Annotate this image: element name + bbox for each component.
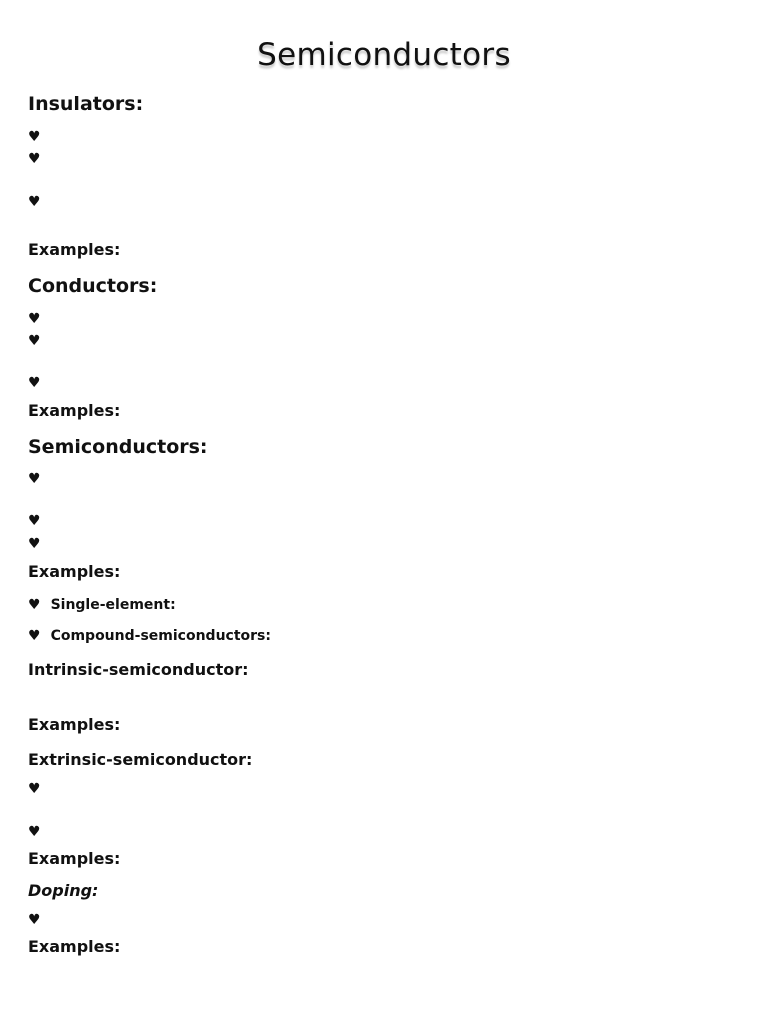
extrinsic-bullet-2: ♥ <box>28 824 41 840</box>
doping-heading: Doping: <box>28 881 99 900</box>
intrinsic-examples-label: Examples: <box>28 715 121 734</box>
conductors-examples-label: Examples: <box>28 401 121 420</box>
insulators-bullet-1: ♥ <box>28 129 41 145</box>
insulators-examples-label: Examples: <box>28 240 121 259</box>
extrinsic-bullet-1: ♥ <box>28 781 41 797</box>
extrinsic-examples-label: Examples: <box>28 849 121 868</box>
semiconductors-bullet-1: ♥ <box>28 471 41 487</box>
conductors-bullet-1: ♥ <box>28 311 41 327</box>
insulators-bullet-3: ♥ <box>28 194 41 210</box>
semiconductors-examples-label: Examples: <box>28 562 121 581</box>
compound-semiconductors-bullet: ♥ <box>28 628 41 644</box>
intrinsic-heading: Intrinsic-semiconductor: <box>28 660 249 679</box>
semiconductors-bullet-3: ♥ <box>28 536 41 552</box>
insulators-heading: Insulators: <box>28 93 144 115</box>
single-element-item <box>28 598 176 612</box>
conductors-bullet-3: ♥ <box>28 375 41 391</box>
doping-examples-label: Examples: <box>28 937 121 956</box>
insulators-bullet-2: ♥ <box>28 151 41 167</box>
extrinsic-heading: Extrinsic-semiconductor: <box>28 750 253 769</box>
compound-semiconductors-item <box>28 629 271 643</box>
semiconductors-bullet-2: ♥ <box>28 513 41 529</box>
page-title: Semiconductors <box>257 37 511 73</box>
semiconductors-heading: Semiconductors: <box>28 436 208 458</box>
single-element-bullet: ♥ <box>28 597 41 613</box>
conductors-heading: Conductors: <box>28 275 158 297</box>
compound-semiconductors-label: Compound-semiconductors: <box>50 628 271 644</box>
conductors-bullet-2: ♥ <box>28 333 41 349</box>
doping-bullet-1: ♥ <box>28 912 41 928</box>
single-element-label: Single-element: <box>50 597 176 613</box>
